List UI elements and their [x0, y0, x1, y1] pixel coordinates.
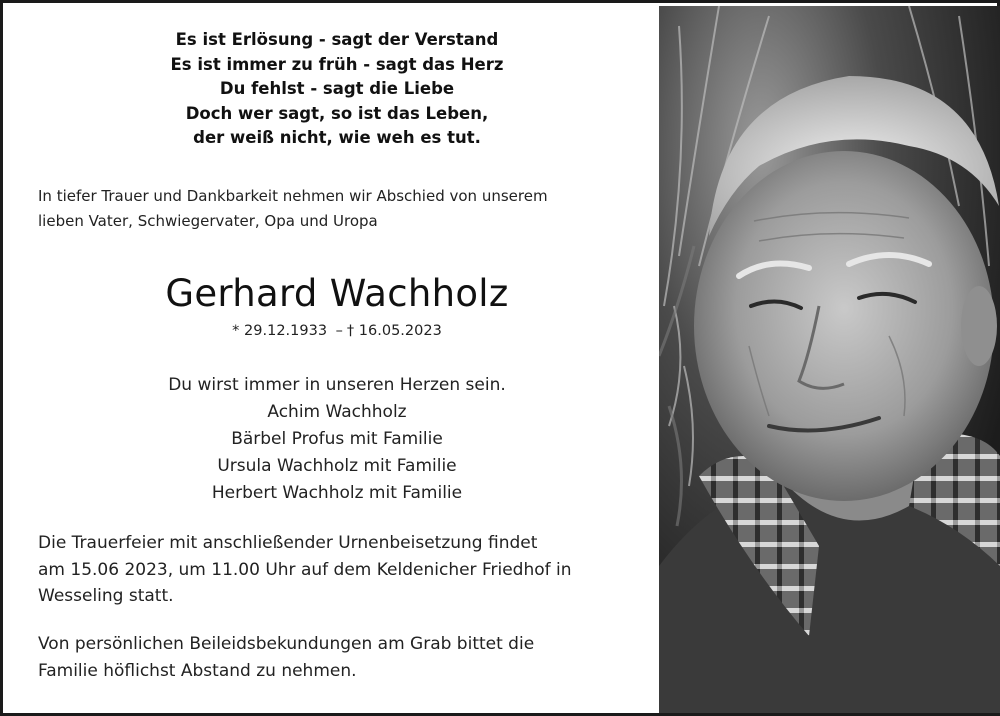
poem-line: Es ist Erlösung - sagt der Verstand [175, 30, 499, 49]
poem-line: Es ist immer zu früh - sagt das Herz [170, 54, 504, 74]
service-line: Die Trauerfeier mit anschließender Urnenbeisetzung findet [38, 533, 538, 553]
death-date: 16.05.2023 [358, 323, 442, 339]
condolence-line: Von persönlichen Beileidsbekundungen am Grab bittet die [38, 634, 535, 654]
life-dates [6, 321, 668, 341]
deceased-name: Gerhard Wachholz [165, 272, 509, 315]
condolence-line: Familie höflichst Abstand zu nehmen. [38, 660, 357, 681]
memorial-poem [6, 28, 668, 151]
poem-line: der weiß nicht, wie weh es tut. [193, 128, 481, 147]
mourners-motto: Du wirst immer in unseren Herzen sein. [168, 375, 506, 395]
portrait-photo [659, 6, 1000, 713]
service-line: am 15.06 2023, um 11.00 Uhr auf dem Keldenicher Friedhof in [38, 559, 572, 580]
mourner-entry: Ursula Wachholz mit Familie [217, 456, 457, 476]
mourner-entry: Achim Wachholz [267, 402, 407, 422]
birth-date: 29.12.1933 [244, 323, 328, 339]
mourner-entry: Herbert Wachholz mit Familie [211, 483, 463, 503]
condolence-note [38, 631, 648, 684]
mourner-entry: Bärbel Profus mit Familie [231, 429, 443, 449]
birth-symbol: * [232, 323, 240, 339]
intro-text [38, 184, 648, 234]
mourners-list [6, 372, 668, 507]
poem-line: Du fehlst - sagt die Liebe [219, 79, 455, 98]
portrait-illustration [659, 6, 1000, 713]
intro-line: In tiefer Trauer und Dankbarkeit nehmen wir Abschied von unserem [38, 187, 548, 205]
cross-icon: † [346, 323, 355, 339]
funeral-service-info [38, 530, 648, 610]
text-column [6, 6, 658, 713]
service-line: Wesseling statt. [38, 586, 174, 606]
poem-line: Doch wer sagt, so ist das Leben, [185, 103, 489, 123]
date-separator: – [335, 323, 343, 339]
intro-line: lieben Vater, Schwiegervater, Opa und Uropa [38, 212, 378, 230]
